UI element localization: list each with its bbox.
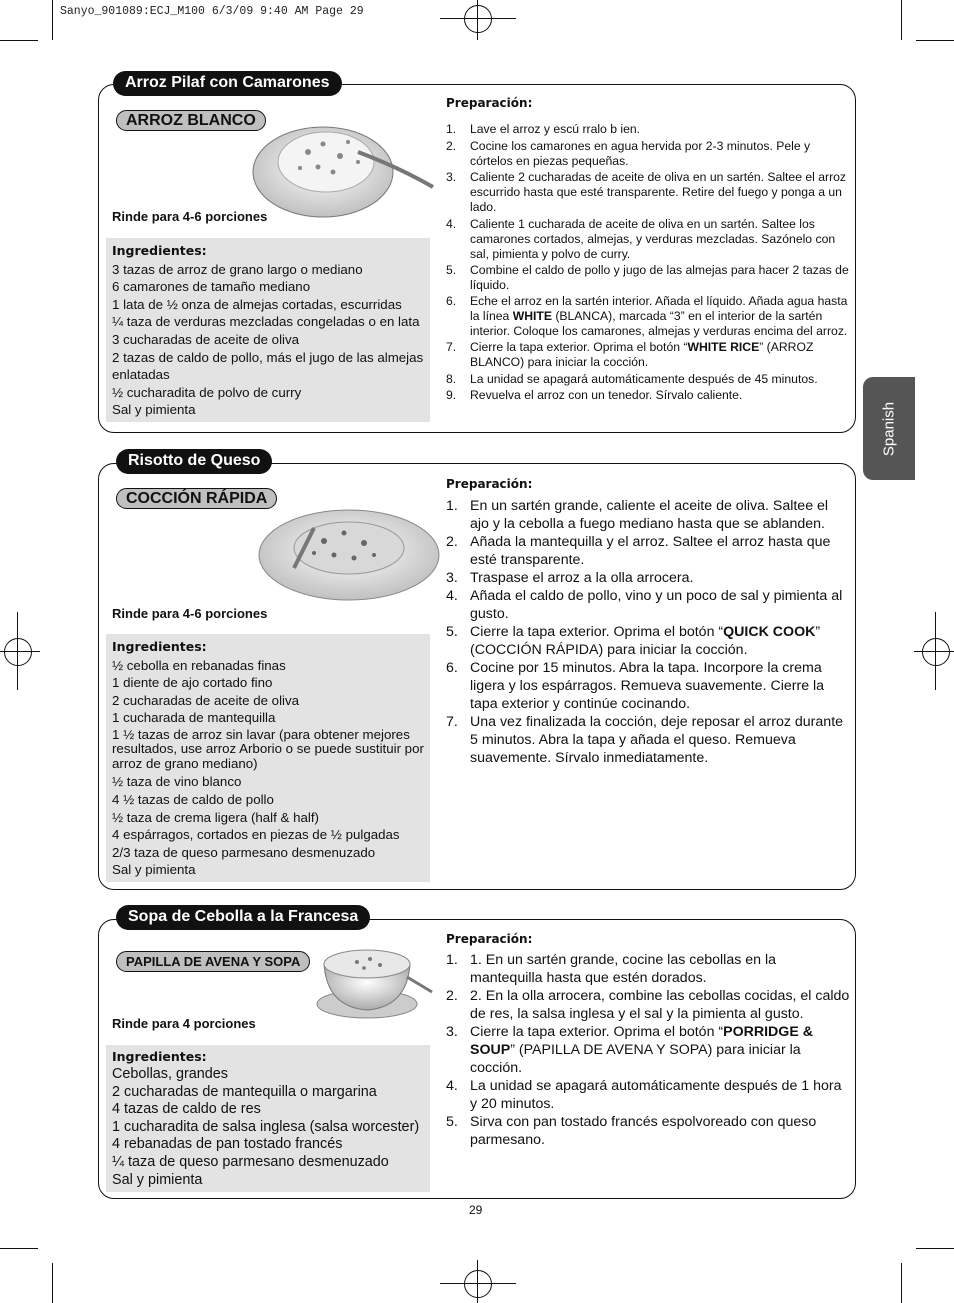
ingredient-item: ¼ taza de queso parmesano desmenuzado bbox=[112, 1153, 389, 1170]
step-item: 6. Cocine por 15 minutos. Abra la tapa. Incorpore la crema ligera y los espárragos. Remueva suavemente. Cierre la tapa exterior y continúe cocinando. bbox=[446, 660, 825, 712]
step-item: 4. La unidad se apagará automáticamente después de 1 hora y 20 minutos. bbox=[446, 1078, 842, 1112]
step-item: 5. Combine el caldo de pollo y jugo de las almejas para hacer 2 tazas de líquido. bbox=[446, 262, 849, 292]
recipe-title: Sopa de Cebolla a la Francesa bbox=[116, 905, 370, 930]
ingredient-item: 1 diente de ajo cortado fino bbox=[112, 675, 273, 691]
crop-mark bbox=[52, 0, 53, 40]
preparation-heading: Preparación: bbox=[446, 932, 533, 946]
step-item: 1. 1. En un sartén grande, cocine las cebollas en la mantequilla hasta que estén dorados. bbox=[446, 952, 777, 986]
ingredients-box bbox=[106, 1045, 430, 1192]
print-slug: Sanyo_901089:ECJ_M100 6/3/09 9:40 AM Page 29 bbox=[60, 5, 364, 18]
ingredient-item: 4 rebanadas de pan tostado francés bbox=[112, 1136, 343, 1153]
soup-bowl-illustration bbox=[312, 932, 442, 1022]
step-item: 3. Cierre la tapa exterior. Oprima el botón “PORRIDGE & SOUP” (PAPILLA DE AVENA Y SOPA) para iniciar la cocción. bbox=[446, 1024, 813, 1076]
ingredient-item: 4 tazas de caldo de res bbox=[112, 1101, 261, 1118]
step-item: 2. Cocine los camarones en agua hervida por 2-3 minutos. Pele y córtelos en piezas pequeñas. bbox=[446, 139, 811, 169]
ingredient-item: 2 cucharadas de aceite de oliva bbox=[112, 692, 300, 708]
preparation-steps bbox=[446, 497, 850, 767]
step-item: 7. Una vez finalizada la cocción, deje reposar el arroz durante 5 minutos. Abra la tapa y añada el queso. Remueva suavemente. Sírvalo inmediatamente. bbox=[446, 714, 844, 766]
ingredient-item: ½ taza de crema ligera (half & half) bbox=[112, 809, 319, 825]
step-item: 5. Sirva con pan tostado francés espolvoreado con queso parmesano. bbox=[446, 1114, 817, 1148]
ingredients-box bbox=[106, 238, 430, 422]
recipe-title: Arroz Pilaf con Camarones bbox=[113, 71, 342, 96]
risotto-bowl-illustration bbox=[254, 503, 444, 603]
ingredient-item: 2/3 taza de queso parmesano desmenuzado bbox=[112, 844, 376, 860]
recipe-yield: Rinde para 4 porciones bbox=[112, 1016, 256, 1031]
preparation-heading: Preparación: bbox=[446, 477, 533, 491]
ingredients-heading: Ingredientes: bbox=[112, 1049, 207, 1064]
crop-mark bbox=[0, 40, 38, 41]
ingredient-item: ¼ taza de verduras mezcladas congeladas o en lata bbox=[112, 314, 420, 330]
cook-mode-badge: COCCIÓN RÁPIDA bbox=[116, 488, 277, 509]
page-number: 29 bbox=[469, 1203, 483, 1217]
cook-mode-badge: ARROZ BLANCO bbox=[116, 110, 266, 131]
step-item: 4. Caliente 1 cucharada de aceite de oliva en un sartén. Saltee los camarones cortados, almejas, y verduras mezcladas. Sazónelo con sal, pimienta y polvo de curry. bbox=[446, 216, 836, 261]
ingredient-item: 1 cucharadita de salsa inglesa (salsa worcester) bbox=[112, 1118, 420, 1135]
recipe-yield: Rinde para 4-6 porciones bbox=[112, 209, 268, 224]
preparation-steps bbox=[446, 122, 850, 403]
preparation-heading: Preparación: bbox=[446, 96, 533, 110]
ingredient-item: ½ cebolla en rebanadas finas bbox=[112, 657, 286, 673]
ingredients-heading: Ingredientes: bbox=[112, 639, 207, 654]
recipe-title: Risotto de Queso bbox=[116, 449, 272, 474]
crop-mark bbox=[52, 1263, 53, 1303]
crop-mark bbox=[901, 1263, 902, 1303]
step-item: 4. Añada el caldo de pollo, vino y un poco de sal y pimienta al gusto. bbox=[446, 588, 843, 622]
step-item: 3. Traspase el arroz a la olla arrocera. bbox=[446, 570, 694, 586]
ingredient-item: ½ cucharadita de polvo de curry bbox=[112, 384, 302, 400]
ingredient-item: 4 espárragos, cortados en piezas de ½ pulgadas bbox=[112, 827, 400, 843]
step-item: 9. Revuelva el arroz con un tenedor. Sírvalo caliente. bbox=[446, 387, 743, 402]
language-tab bbox=[863, 377, 915, 480]
step-item: 8. La unidad se apagará automáticamente después de 45 minutos. bbox=[446, 371, 818, 386]
step-item: 6. Eche el arroz en la sartén interior. Añada el líquido. Añada agua hasta la línea WHITE (BLANCA), marcada “3” en el interior de la sartén interior. Coloque los camarones, almejas y verduras encima del arroz. bbox=[446, 294, 848, 339]
ingredient-item: 1 ½ tazas de arroz sin lavar (para obtener mejores resultados, use arroz Arborio o se puede sustituir por arroz de grano mediano) bbox=[112, 726, 424, 771]
ingredients-box bbox=[106, 634, 430, 882]
step-item: 1. En un sartén grande, caliente el aceite de oliva. Saltee el ajo y la cebolla a fuego mediano hasta que se ablanden. bbox=[446, 498, 829, 532]
step-item: 3. Caliente 2 cucharadas de aceite de oliva en un sartén. Saltee el arroz escurrido hasta que esté transparente. Retire del fuego y ponga a un lado. bbox=[446, 170, 847, 215]
language-tab-label: Spanish bbox=[880, 401, 898, 456]
recipe-yield: Rinde para 4-6 porciones bbox=[112, 606, 268, 621]
rice-plate-illustration bbox=[248, 112, 438, 222]
ingredient-item: 4 ½ tazas de caldo de pollo bbox=[112, 792, 274, 808]
ingredient-item: ½ taza de vino blanco bbox=[112, 774, 242, 790]
ingredient-item: Sal y pimienta bbox=[112, 862, 196, 878]
cook-mode-badge: PAPILLA DE AVENA Y SOPA bbox=[116, 951, 310, 972]
ingredient-item: 1 lata de ½ onza de almejas cortadas, escurridas bbox=[112, 296, 402, 312]
ingredient-item: 1 cucharada de mantequilla bbox=[112, 710, 276, 726]
crop-mark bbox=[916, 1248, 954, 1249]
ingredient-item: Sal y pimienta bbox=[112, 1171, 203, 1188]
step-item: 2. 2. En la olla arrocera, combine las cebollas cocidas, el caldo de res, la salsa inglesa y el sal y la pimienta al gusto. bbox=[446, 988, 850, 1022]
crop-mark bbox=[0, 1248, 38, 1249]
ingredient-item: Cebollas, grandes bbox=[112, 1066, 228, 1082]
ingredients-heading: Ingredientes: bbox=[112, 243, 207, 258]
step-item: 2. Añada la mantequilla y el arroz. Saltee el arroz hasta que esté transparente. bbox=[446, 534, 831, 568]
crop-mark bbox=[901, 0, 902, 40]
ingredient-item: 2 cucharadas de mantequilla o margarina bbox=[112, 1083, 377, 1100]
crop-mark bbox=[916, 40, 954, 41]
preparation-steps bbox=[446, 951, 850, 1149]
ingredient-item: 3 cucharadas de aceite de oliva bbox=[112, 331, 300, 347]
ingredient-item: 3 tazas de arroz de grano largo o mediano bbox=[112, 261, 363, 277]
ingredient-item: 6 camarones de tamaño mediano bbox=[112, 279, 311, 295]
step-item: 1. Lave el arroz y escú rralo b ien. bbox=[446, 122, 641, 136]
step-item: 5. Cierre la tapa exterior. Oprima el botón “QUICK COOK” (COCCIÓN RÁPIDA) para iniciar la cocción. bbox=[446, 624, 821, 658]
ingredient-item: 2 tazas de caldo de pollo, más el jugo de las almejas enlatadas bbox=[112, 349, 424, 383]
ingredient-item: Sal y pimienta bbox=[112, 402, 196, 418]
step-item: 7. Cierre la tapa exterior. Oprima el botón “WHITE RICE” (ARROZ BLANCO) para iniciar la cocción. bbox=[446, 340, 814, 370]
